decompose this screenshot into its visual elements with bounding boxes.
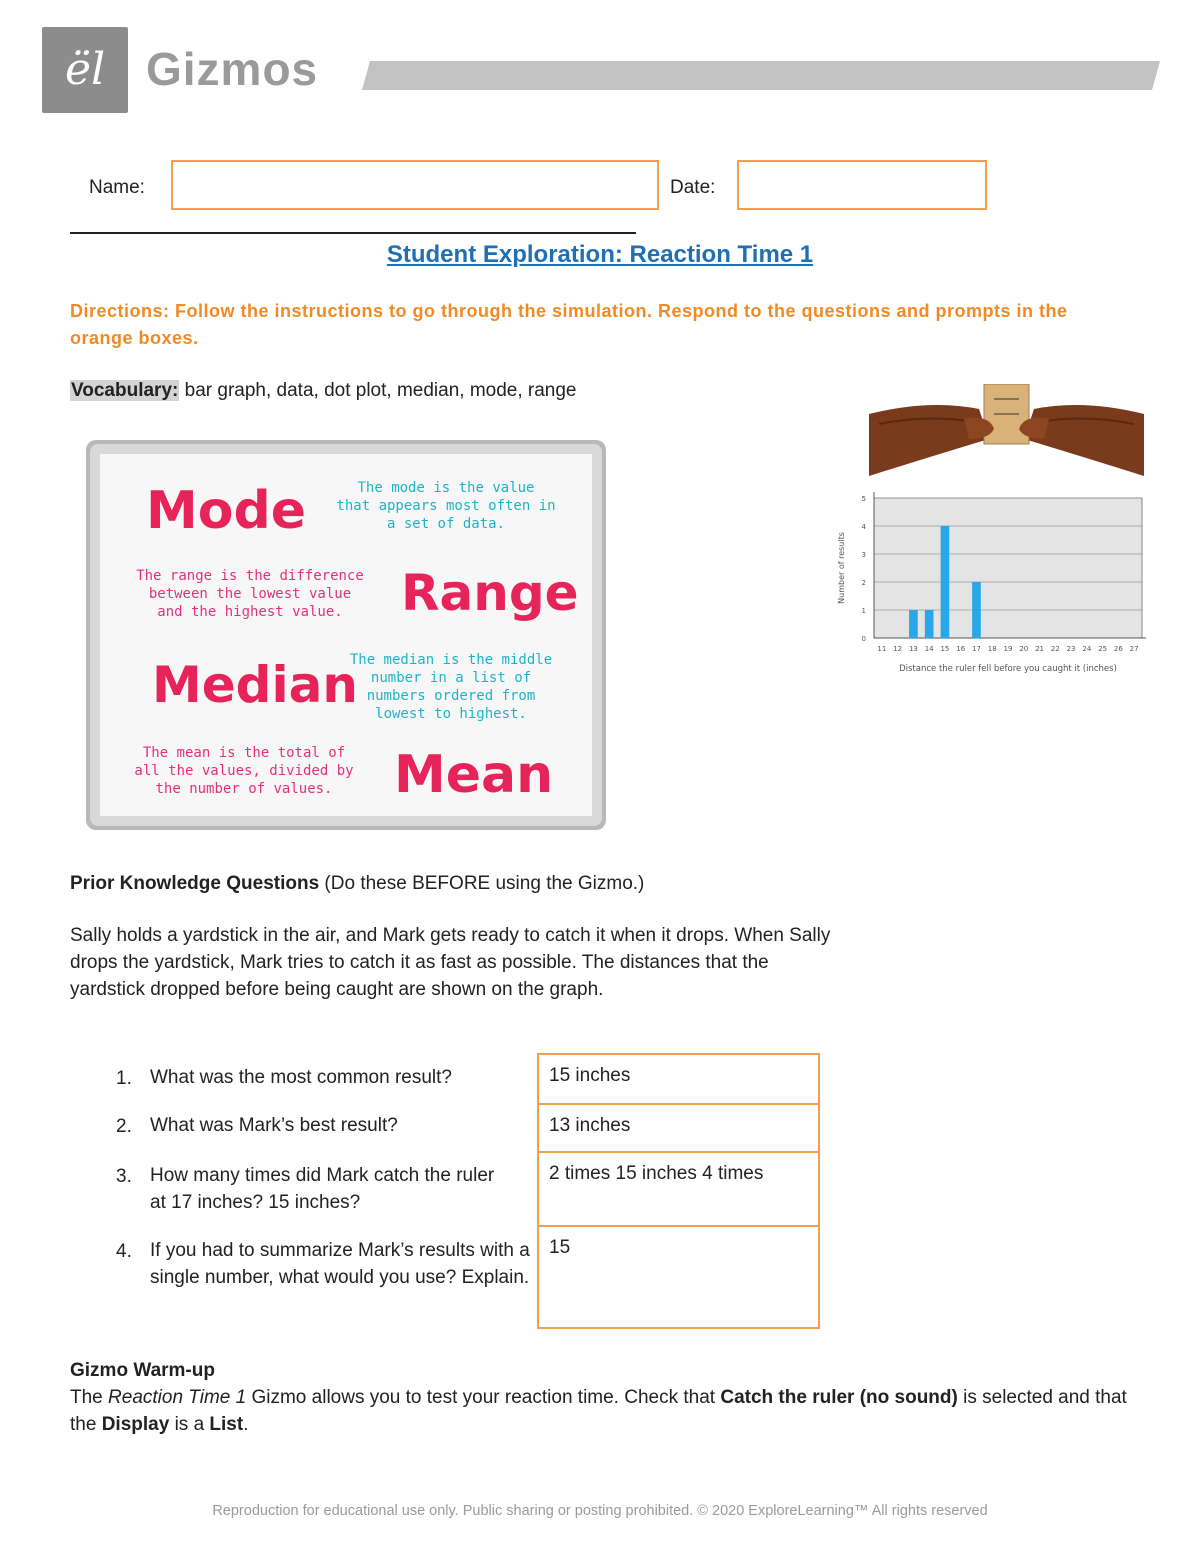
hands-ruler-image <box>869 384 1144 476</box>
question-text: If you had to summarize Mark’s results with a single number, what would you use? Explain. <box>150 1240 530 1288</box>
question-number: 2. <box>116 1116 132 1137</box>
mean-def-line: The mean is the total of <box>142 745 346 761</box>
x-tick-label: 21 <box>1035 645 1044 653</box>
mean-word: Mean <box>394 745 554 805</box>
mode-def-line: a set of data. <box>386 516 506 532</box>
warmup-title: Gizmo Warm-up <box>70 1360 215 1381</box>
range-def-line: The range is the difference <box>136 568 364 584</box>
range-word: Range <box>401 564 579 622</box>
gizmo-name: Reaction Time 1 <box>108 1387 247 1408</box>
mode-def-line: that appears most often in <box>336 498 556 514</box>
vocabulary-terms: bar graph, data, dot plot, median, mode, range <box>179 380 577 401</box>
x-tick-label: 26 <box>1113 645 1123 653</box>
x-tick-label: 27 <box>1129 645 1139 653</box>
bar-14 <box>925 610 934 638</box>
question-text: What was the most common result? <box>150 1067 452 1088</box>
median-def-line: numbers ordered from <box>366 688 536 704</box>
date-label: Date: <box>670 177 716 198</box>
x-tick-label: 11 <box>877 645 887 653</box>
warmup-section <box>70 1357 1130 1438</box>
directions-text: Directions: Follow the instructions to go through the simulation. Respond to the questions and prompts in the orange boxes. <box>70 301 1068 348</box>
vocabulary-line <box>70 380 577 402</box>
warmup-text-part: The <box>70 1387 109 1408</box>
warmup-text-part: Gizmo allows you to test your reaction time. Check that <box>246 1387 721 1408</box>
x-tick-label: 20 <box>1019 645 1029 653</box>
answer-field-1[interactable]: 15 inches <box>549 1065 631 1086</box>
mode-def-line: The mode is the value <box>357 480 535 496</box>
answer-field-3[interactable]: 2 times 15 inches 4 times <box>539 1151 818 1225</box>
answer-field-2[interactable]: 13 inches <box>539 1103 818 1151</box>
y-axis-label: Number of results <box>837 532 846 604</box>
prior-knowledge-paragraph: Sally holds a yardstick in the air, and Mark gets ready to catch it when it drops. When Sally drops the yardstick, Mark tries to catch it as fast as possible. The distances that the yardstick dropped before being caught are shown on the graph. <box>70 925 831 1000</box>
name-label: Name: <box>89 177 145 198</box>
x-tick-label: 12 <box>893 645 903 653</box>
y-tick-label: 3 <box>861 551 866 559</box>
name-field[interactable] <box>171 160 659 210</box>
page-title: Student Exploration: Reaction Time 1 <box>386 241 814 268</box>
y-tick-label: 1 <box>861 607 866 615</box>
x-axis-label: Distance the ruler fell before you caught it (inches) <box>899 664 1117 674</box>
header-bar <box>362 61 1160 90</box>
prior-knowledge-heading <box>70 873 644 895</box>
x-tick-label: 18 <box>987 645 997 653</box>
option-display: Display <box>101 1414 170 1435</box>
mean-def-line: the number of values. <box>155 781 333 797</box>
question-text: How many times did Mark catch the ruler at 17 inches? 15 inches? <box>150 1165 495 1213</box>
x-tick-label: 24 <box>1082 645 1092 653</box>
whiteboard-image <box>86 440 606 830</box>
bar-13 <box>909 610 918 638</box>
results-bar-chart <box>828 488 1148 678</box>
bar-15 <box>941 526 950 638</box>
x-tick-label: 23 <box>1066 645 1076 653</box>
warmup-text-part: is a <box>169 1414 210 1435</box>
y-tick-label: 4 <box>861 523 866 531</box>
date-field[interactable] <box>737 160 987 210</box>
x-tick-label: 25 <box>1098 645 1108 653</box>
median-def-line: The median is the middle <box>349 652 553 668</box>
y-tick-label: 2 <box>861 579 866 587</box>
prior-knowledge-subtitle: (Do these BEFORE using the Gizmo.) <box>319 873 645 894</box>
brand-name: Gizmos <box>146 43 319 95</box>
x-tick-label: 15 <box>940 645 950 653</box>
warmup-text-part: . <box>243 1414 249 1435</box>
warmup-text-part: is selected and that the <box>70 1387 1127 1435</box>
y-tick-label: 5 <box>861 495 866 503</box>
vocabulary-label: Vocabulary: <box>71 380 179 401</box>
x-tick-label: 22 <box>1050 645 1060 653</box>
footer-copyright: Reproduction for educational use only. Public sharing or posting prohibited. © 2020 ExploreLearning™ All rights reserved <box>212 1503 988 1519</box>
mean-def-line: all the values, divided by <box>134 763 354 779</box>
x-tick-label: 17 <box>972 645 981 653</box>
mode-word: Mode <box>146 481 306 541</box>
question-number: 4. <box>116 1241 132 1262</box>
question-number: 3. <box>116 1166 132 1187</box>
warmup-text <box>70 1384 1130 1438</box>
median-word: Median <box>152 656 358 714</box>
option-list: List <box>209 1414 244 1435</box>
divider <box>70 232 636 234</box>
y-tick-label: 0 <box>861 635 866 643</box>
answers-box <box>537 1053 820 1329</box>
question-text: What was Mark’s best result? <box>150 1115 398 1136</box>
x-tick-label: 14 <box>924 645 934 653</box>
option-catch-ruler: Catch the ruler (no sound) <box>720 1387 958 1408</box>
range-def-line: between the lowest value <box>148 586 352 602</box>
median-def-line: number in a list of <box>370 670 532 686</box>
question-number: 1. <box>116 1068 132 1089</box>
x-tick-label: 16 <box>956 645 966 653</box>
range-def-line: and the highest value. <box>157 604 343 620</box>
answer-field-4[interactable]: 15 <box>539 1225 818 1326</box>
x-tick-label: 13 <box>908 645 918 653</box>
bar-17 <box>972 582 981 638</box>
logo-icon: ël <box>64 44 106 95</box>
median-def-line: lowest to highest. <box>375 706 527 722</box>
x-tick-label: 19 <box>1003 645 1013 653</box>
prior-knowledge-title: Prior Knowledge Questions <box>70 873 320 894</box>
